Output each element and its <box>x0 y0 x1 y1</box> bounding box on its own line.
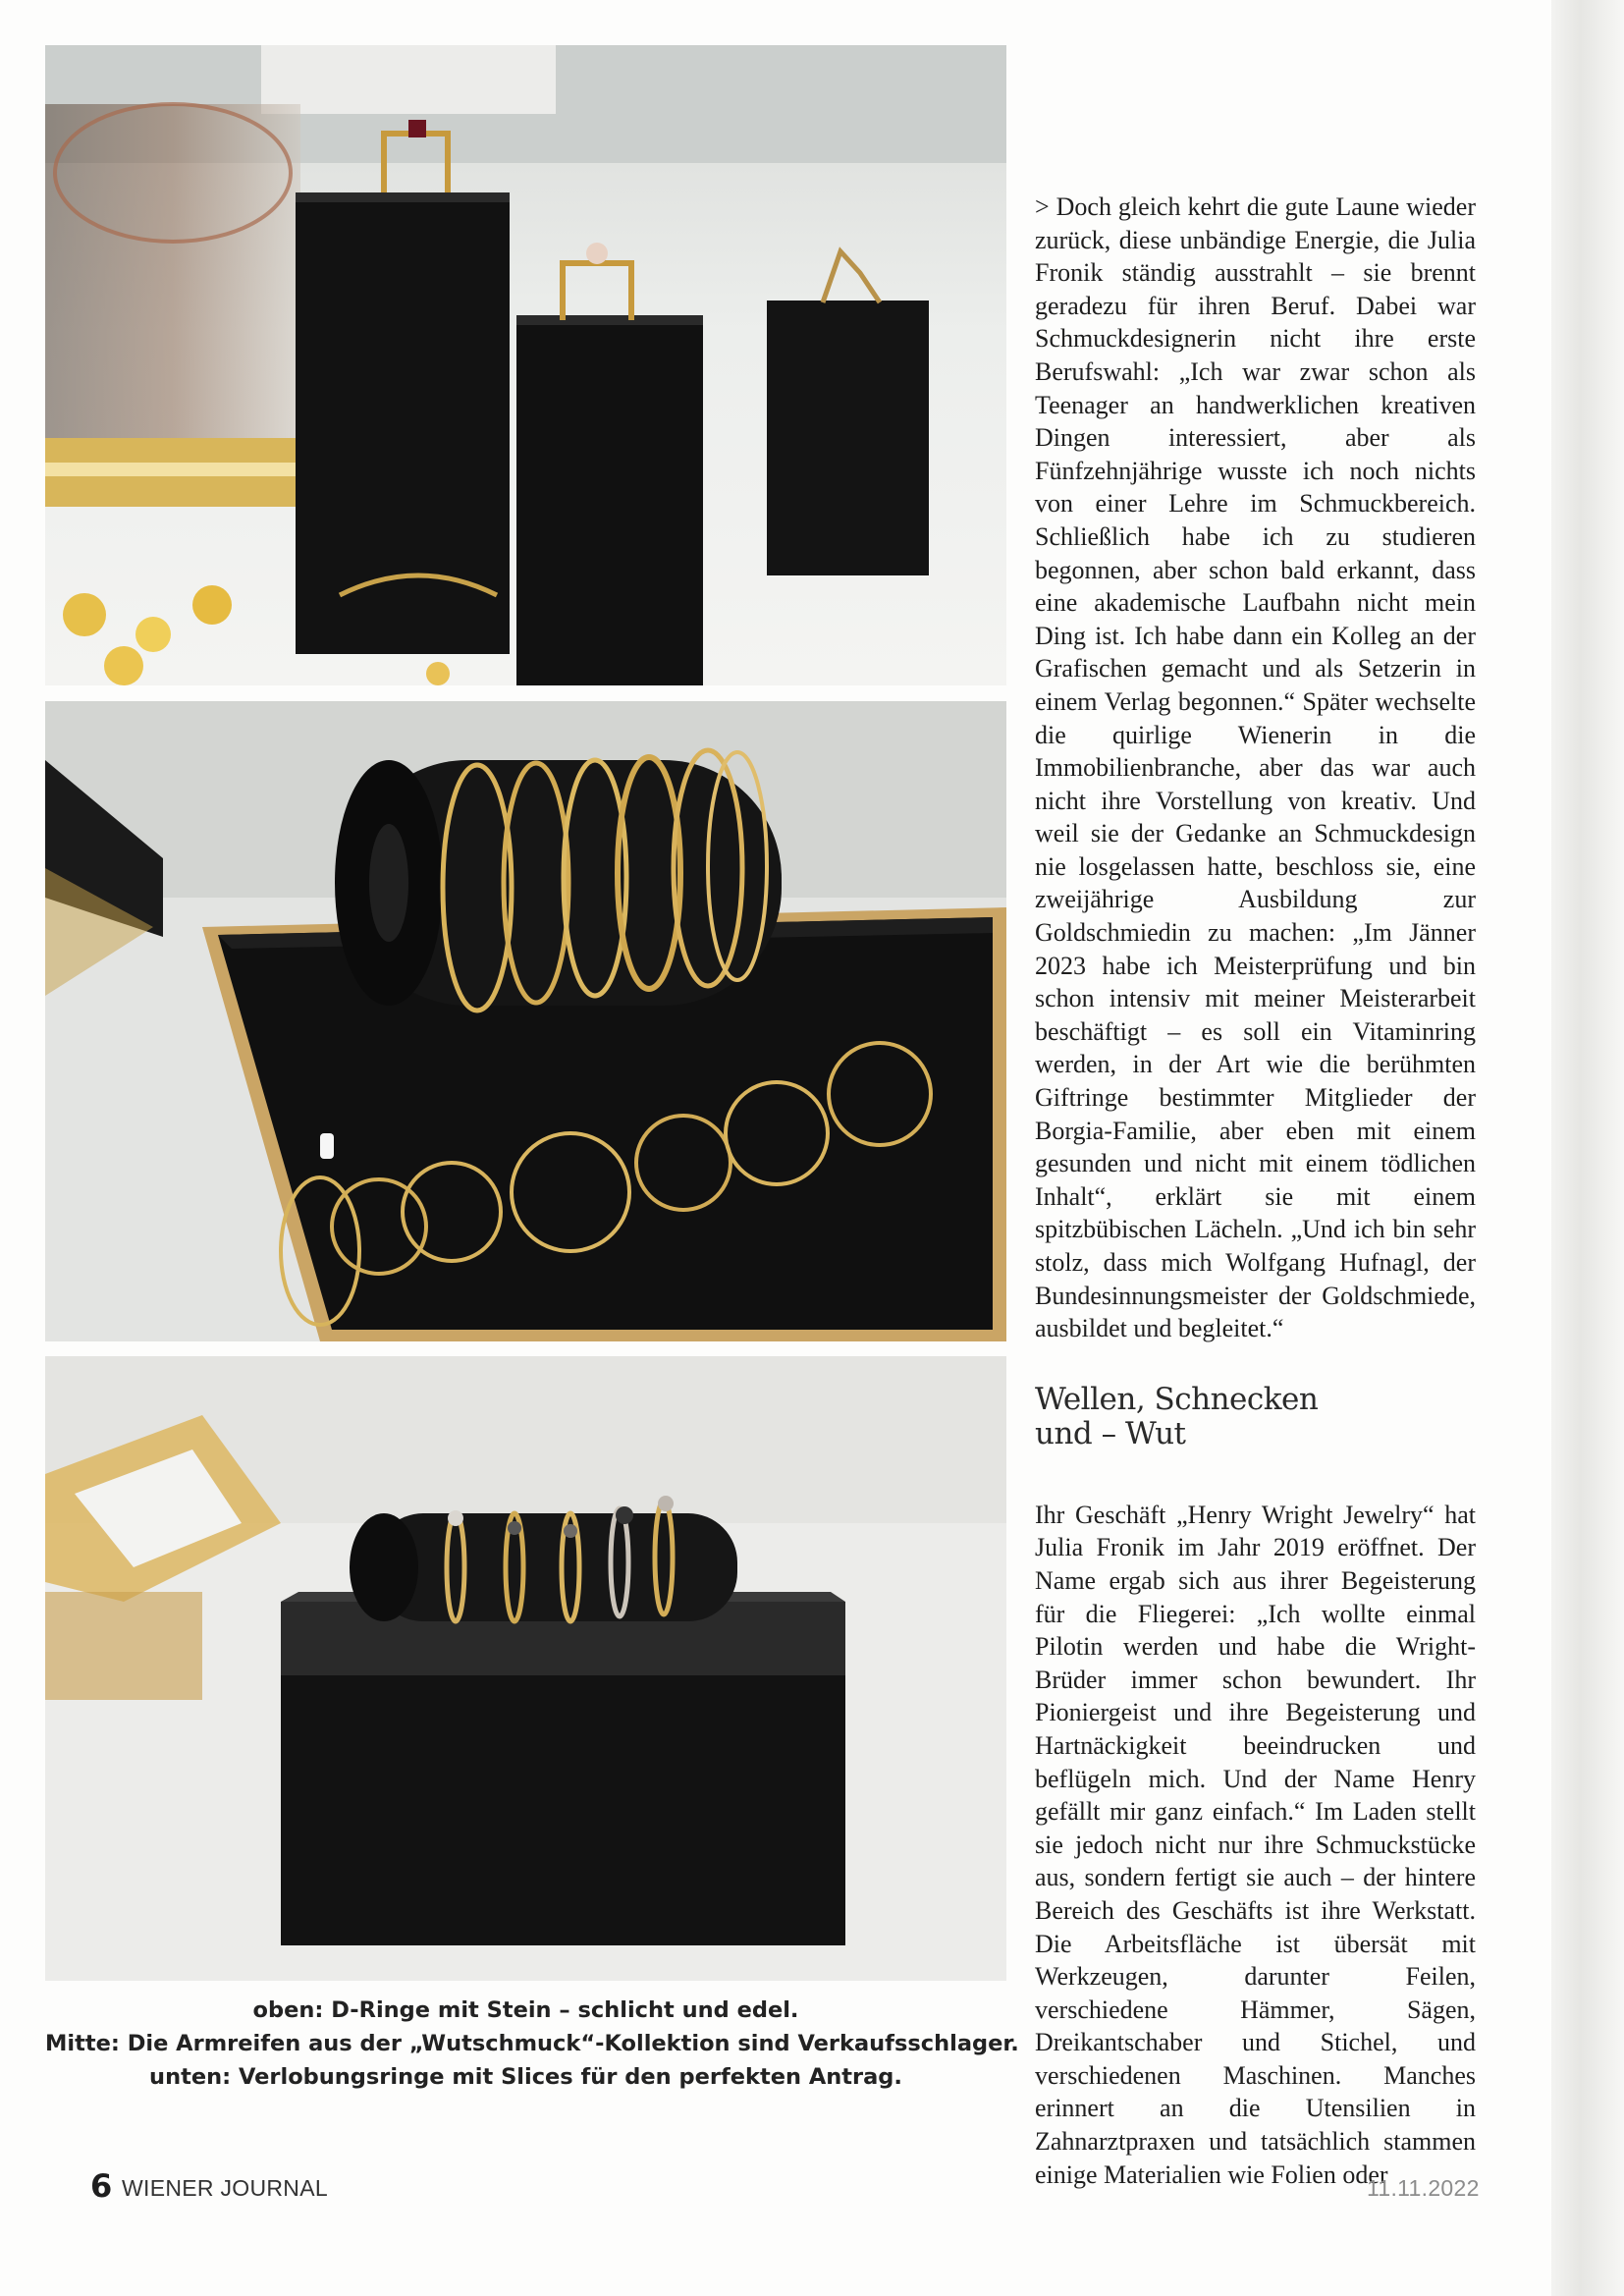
engagement-rings-photo <box>45 1356 1006 1981</box>
section-heading-line-2: und – Wut <box>1035 1415 1186 1451</box>
engagement-rings-image <box>45 1356 1006 1981</box>
caption-bottom: unten: Verlobungsringe mit Slices für den perfekten Antrag. <box>149 2064 902 2090</box>
page-edge <box>1551 0 1624 2296</box>
page-number: 6 <box>90 2167 113 2205</box>
magazine-name: WIENER JOURNAL <box>122 2175 328 2201</box>
bangles-tray-photo <box>45 701 1006 1341</box>
bangles-tray-image <box>45 701 1006 1341</box>
article-paragraph-1: > Doch gleich kehrt die gute Laune wieder zurück, diese unbändige Energie, die Julia Fronik ständig ausstrahlt – sie brennt geradezu für ihren Beruf. Dabei war Schmuckdesignerin nicht ihre erste Berufswahl: „Ich war zwar schon als Teenager an handwerklichen kreativen Dingen interessiert, aber als Fünfzehnjährige wusste ich noch nichts von einer Lehre im Schmuckbereich. Schließlich habe ich zu studieren begonnen, aber schon bald erkannt, dass eine akademische Laufbahn nicht mein Ding ist. Ich habe dann ein Kolleg an der Grafischen gemacht und als Setzerin in einem Verlag begonnen.“ Später wechselte die quirlige Wienerin in die Immobilienbranche, aber das war auch nicht ihre Vorstellung von kreativ. Und weil sie der Gedanke an Schmuckdesign nie losgelassen hatte, beschloss sie, eine zweijährige Ausbildung zur Goldschmiedin zu machen: „Im Jänner 2023 habe ich Meisterprüfung und bin schon intensiv mit meiner Meisterarbeit beschäftigt – es soll ein Vitaminring werden, in der Art wie die berühmten Giftringe bestimmter Mitglieder der Borgia-Familie, aber eben mit einem gesunden und nicht mit einem tödlichen Inhalt“, erklärt sie mit einem spitzbübischen Lächeln. „Und ich bin sehr stolz, dass mich Wolfgang Hufnagl, der Bundesinnungsmeister der Goldschmiede, ausbildet und begleitet.“ <box>1035 192 1476 1343</box>
issue-date: 11.11.2022 <box>1367 2175 1480 2201</box>
caption-middle: Mitte: Die Armreifen aus der „Wutschmuck“-Kollektion sind Verkaufsschlager. <box>45 2031 1019 2056</box>
article-paragraph-2: Ihr Geschäft „Henry Wright Jewelry“ hat Julia Fronik im Jahr 2019 eröffnet. Der Name ergab sich aus ihrer Begeisterung für die Fliegerei: „Ich wollte einmal Pilotin werden und habe die Wright-Brüder immer schon bewundert. Ihr Pioniergeist und ihre Begeisterung und Hartnäckigkeit beeindrucken und beflügeln mich. Und der Name Henry gefällt mir ganz einfach.“ Im Laden stellt sie jedoch nicht nur ihre Schmuckstücke aus, sondern fertigt sie auch – der hintere Bereich des Geschäfts ist ihre Werkstatt. Die Arbeitsfläche ist übersät mit Werkzeugen, darunter Feilen, verschiedene Hämmer, Sägen, Dreikantschaber und Stichel, und verschiedenen Maschinen. Manches erinnert an die Utensilien in Zahnarztpraxen und tatsächlich stammen einige Materialien wie Folien oder <box>1035 1500 1476 2189</box>
caption-top: oben: D-Ringe mit Stein – schlicht und edel. <box>252 1997 799 2023</box>
ring-stands-photo <box>45 45 1006 685</box>
photo-caption <box>45 1994 1019 2094</box>
section-heading <box>1035 1345 1476 1499</box>
ring-stands-image <box>45 45 1006 685</box>
section-heading-line-1: Wellen, Schnecken <box>1035 1381 1319 1417</box>
article-column <box>1035 191 1476 2191</box>
